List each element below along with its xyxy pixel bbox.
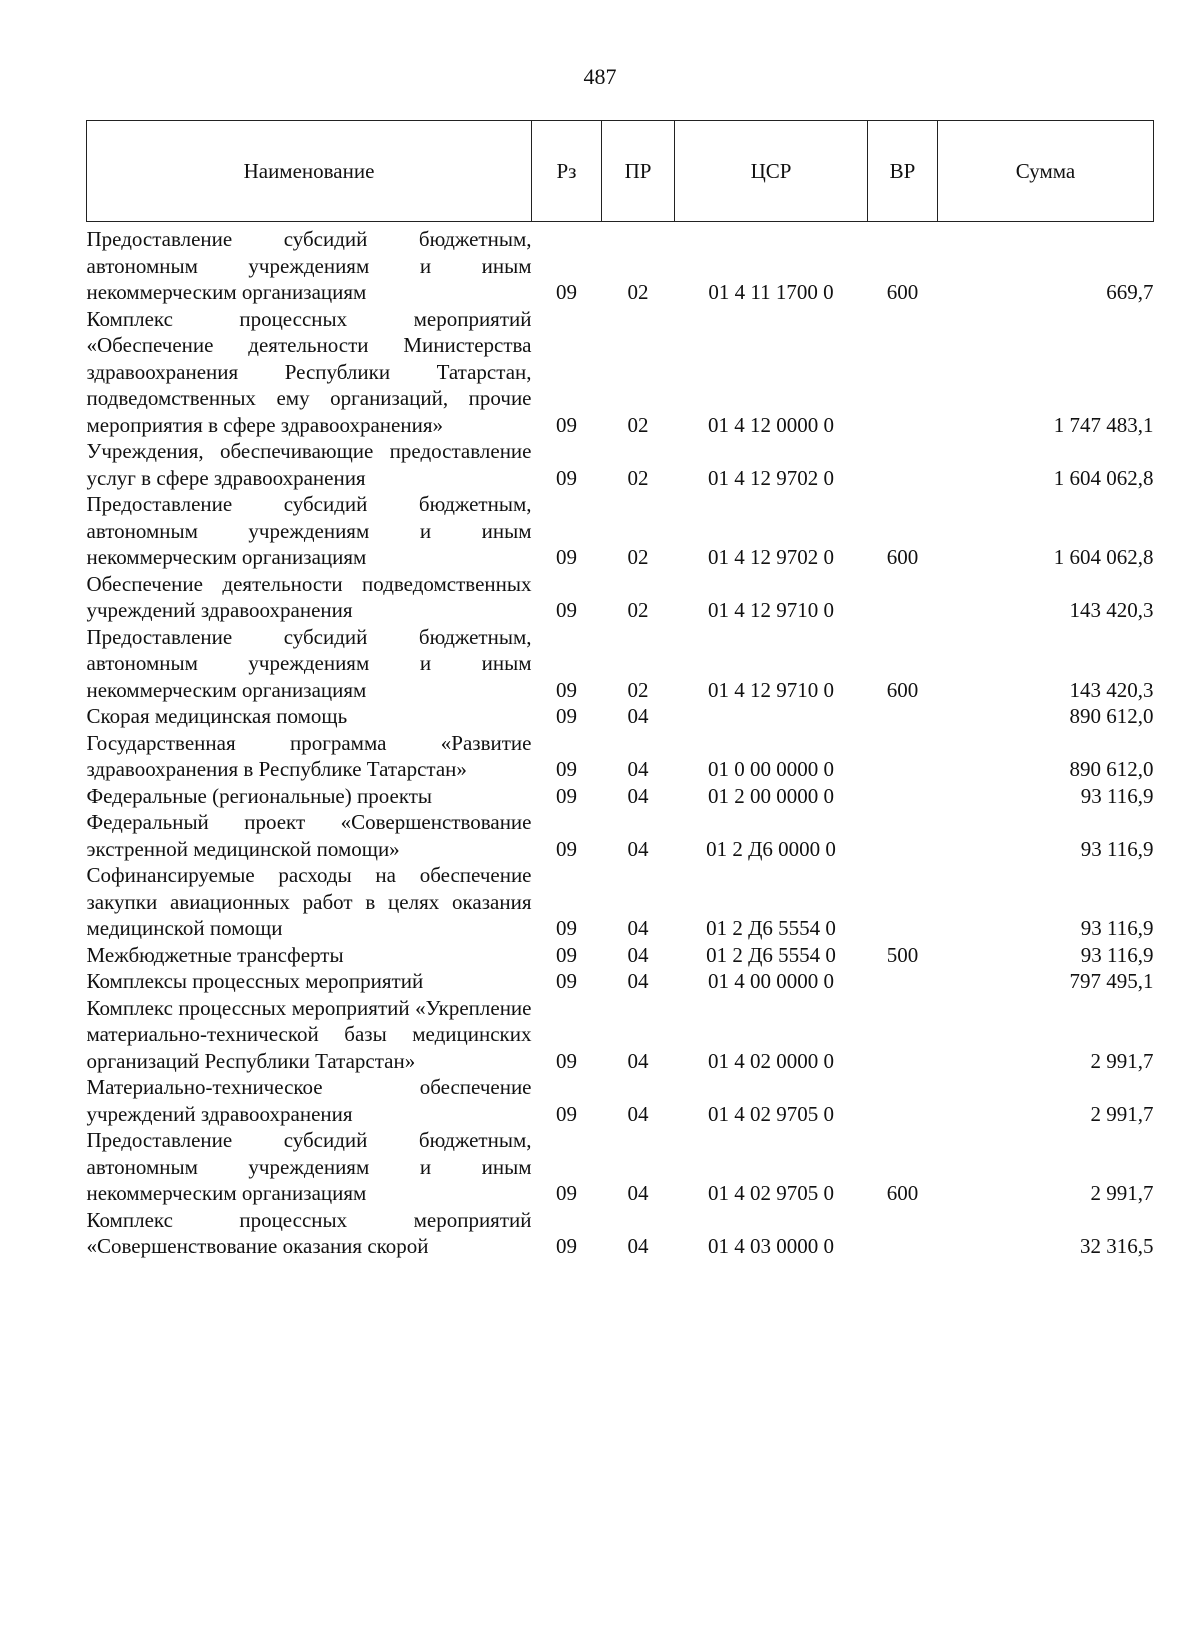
cell-sum: 2 991,7 <box>1090 1048 1154 1073</box>
cell-csr: 01 0 00 0000 0 <box>708 757 834 781</box>
table-row <box>87 942 1154 969</box>
cell-pr: 02 <box>627 412 649 437</box>
cell-csr: 01 2 Д6 5554 0 <box>706 916 836 940</box>
table-row <box>87 783 1154 810</box>
cell-rz: 09 <box>556 969 577 993</box>
cell-sum: 32 316,5 <box>1080 1234 1154 1258</box>
table-row <box>87 862 1154 942</box>
table-row <box>87 571 1154 624</box>
cell-rz: 09 <box>556 704 577 728</box>
table-header <box>87 121 1154 222</box>
cell-sum: 2 991,7 <box>1090 1101 1154 1126</box>
header-rz: Рз <box>532 121 602 222</box>
cell-vr: 600 <box>886 545 919 569</box>
cell-pr: 02 <box>627 545 649 569</box>
cell-pr: 04 <box>627 1234 649 1258</box>
cell-sum: 890 612,0 <box>1069 704 1154 728</box>
table-row <box>87 730 1154 783</box>
cell-sum: 93 116,9 <box>1080 836 1154 861</box>
cell-sum: 93 116,9 <box>1080 916 1154 940</box>
cell-pr: 04 <box>627 836 649 861</box>
cell-pr: 04 <box>627 969 649 993</box>
cell-pr: 04 <box>627 783 649 808</box>
cell-vr <box>868 1207 938 1260</box>
cell-pr: 02 <box>627 280 649 304</box>
table-row <box>87 1207 1154 1260</box>
cell-pr: 04 <box>627 1101 649 1126</box>
table-row <box>87 1074 1154 1127</box>
cell-rz: 09 <box>556 836 577 861</box>
cell-csr: 01 4 12 9710 0 <box>708 677 834 702</box>
cell-sum: 1 604 062,8 <box>1053 465 1154 490</box>
cell-pr: 04 <box>627 704 649 728</box>
table-row <box>87 1127 1154 1207</box>
cell-name: Софинансируемые расходы на обеспечение закупки авиационных работ в целях оказания медицинской помощи <box>86 863 532 940</box>
cell-vr: 600 <box>886 677 919 702</box>
cell-vr: 500 <box>886 942 919 967</box>
cell-sum: 93 116,9 <box>1080 942 1154 967</box>
cell-name: Материально-техническое обеспечение учреждений здравоохранения <box>86 1075 532 1126</box>
cell-vr <box>868 968 938 995</box>
cell-rz: 09 <box>556 598 577 622</box>
cell-name: Скорая медицинская помощь <box>86 704 348 728</box>
cell-pr: 04 <box>627 916 649 940</box>
cell-vr <box>868 730 938 783</box>
cell-sum: 1 604 062,8 <box>1053 545 1154 569</box>
cell-csr: 01 4 03 0000 0 <box>708 1234 834 1258</box>
table-row <box>87 995 1154 1075</box>
table-row <box>87 222 1154 306</box>
cell-rz: 09 <box>556 942 577 967</box>
page-number: 487 <box>583 64 617 89</box>
header-csr: ЦСР <box>675 121 868 222</box>
table-row <box>87 968 1154 995</box>
cell-sum: 2 991,7 <box>1090 1181 1154 1205</box>
cell-pr: 02 <box>627 598 649 622</box>
cell-vr <box>868 703 938 730</box>
cell-rz: 09 <box>556 1181 577 1205</box>
cell-csr: 01 4 12 9702 0 <box>708 465 834 490</box>
cell-csr: 01 2 Д6 0000 0 <box>706 836 836 861</box>
header-sum: Сумма <box>938 121 1154 222</box>
cell-vr <box>868 783 938 810</box>
cell-name: Предоставление субсидий бюджетным, автономным учреждениям и иным некоммерческим организациям <box>86 1128 532 1205</box>
cell-rz: 09 <box>556 280 577 304</box>
cell-name: Комплекс процессных мероприятий «Совершенствование оказания скорой <box>86 1207 532 1258</box>
cell-rz: 09 <box>556 783 577 808</box>
cell-name: Учреждения, обеспечивающие предоставление услуг в сфере здравоохранения <box>86 439 532 490</box>
cell-rz: 09 <box>556 677 577 702</box>
header-vr: ВР <box>868 121 938 222</box>
cell-vr <box>868 438 938 491</box>
cell-name: Комплексы процессных мероприятий <box>86 969 424 993</box>
cell-pr: 04 <box>627 757 649 781</box>
cell-vr <box>868 809 938 862</box>
cell-name: Государственная программа «Развитие здравоохранения в Республике Татарстан» <box>86 730 532 781</box>
table-row <box>87 306 1154 439</box>
cell-name: Обеспечение деятельности подведомственных учреждений здравоохранения <box>86 571 532 622</box>
cell-rz: 09 <box>556 545 577 569</box>
table-body <box>87 222 1154 1260</box>
cell-csr: 01 4 02 9705 0 <box>708 1181 834 1205</box>
cell-csr: 01 4 12 9702 0 <box>708 545 834 569</box>
cell-csr: 01 2 00 0000 0 <box>708 783 834 808</box>
cell-name: Комплекс процессных мероприятий «Укрепление материально-технической базы медицинских организаций Республики Татарстан» <box>86 995 532 1073</box>
cell-sum: 143 420,3 <box>1069 677 1154 702</box>
cell-rz: 09 <box>556 412 577 437</box>
cell-sum: 890 612,0 <box>1069 757 1154 781</box>
cell-rz: 09 <box>556 916 577 940</box>
cell-vr: 600 <box>886 1181 919 1205</box>
cell-vr <box>868 306 938 439</box>
cell-csr: 01 4 11 1700 0 <box>708 280 834 304</box>
cell-sum: 143 420,3 <box>1069 598 1154 622</box>
table-row <box>87 809 1154 862</box>
cell-sum: 1 747 483,1 <box>1053 412 1154 437</box>
cell-rz: 09 <box>556 1234 577 1258</box>
cell-rz: 09 <box>556 465 577 490</box>
cell-rz: 09 <box>556 1101 577 1126</box>
cell-name: Предоставление субсидий бюджетным, автономным учреждениям и иным некоммерческим организациям <box>86 624 532 702</box>
cell-rz: 09 <box>556 757 577 781</box>
cell-sum: 93 116,9 <box>1080 783 1154 808</box>
cell-sum: 669,7 <box>1106 280 1154 304</box>
header-pr: ПР <box>602 121 675 222</box>
cell-name: Межбюджетные трансферты <box>86 942 344 967</box>
cell-pr: 02 <box>627 677 649 702</box>
cell-pr: 04 <box>627 1181 649 1205</box>
cell-name: Предоставление субсидий бюджетным, автономным учреждениям и иным некоммерческим организациям <box>86 492 532 569</box>
cell-name: Федеральные (региональные) проекты <box>86 783 433 808</box>
cell-csr: 01 2 Д6 5554 0 <box>706 942 836 967</box>
cell-vr <box>868 995 938 1075</box>
table-row <box>87 703 1154 730</box>
cell-csr <box>675 703 868 730</box>
cell-pr: 02 <box>627 465 649 490</box>
cell-name: Предоставление субсидий бюджетным, автономным учреждениям и иным некоммерческим организациям <box>86 227 532 304</box>
cell-vr <box>868 1074 938 1127</box>
cell-pr: 04 <box>627 1048 649 1073</box>
cell-csr: 01 4 00 0000 0 <box>708 969 834 993</box>
cell-sum: 797 495,1 <box>1069 969 1154 993</box>
cell-csr: 01 4 12 9710 0 <box>708 598 834 622</box>
cell-csr: 01 4 02 9705 0 <box>708 1101 834 1126</box>
cell-name: Комплекс процессных мероприятий «Обеспечение деятельности Министерства здравоохранения Республики Татарстан, подведомственных ему организаций, прочие мероприятия в сфере здравоохранения» <box>86 306 532 437</box>
cell-vr <box>868 862 938 942</box>
budget-table <box>86 120 1154 1260</box>
cell-name: Федеральный проект «Совершенствование экстренной медицинской помощи» <box>86 810 532 861</box>
table-row <box>87 624 1154 704</box>
cell-csr: 01 4 12 0000 0 <box>708 412 834 437</box>
table-row <box>87 491 1154 571</box>
cell-pr: 04 <box>627 942 649 967</box>
cell-vr: 600 <box>886 280 919 304</box>
table-row <box>87 438 1154 491</box>
header-name: Наименование <box>87 121 532 222</box>
cell-rz: 09 <box>556 1048 577 1073</box>
cell-csr: 01 4 02 0000 0 <box>708 1048 834 1073</box>
cell-vr <box>868 571 938 624</box>
